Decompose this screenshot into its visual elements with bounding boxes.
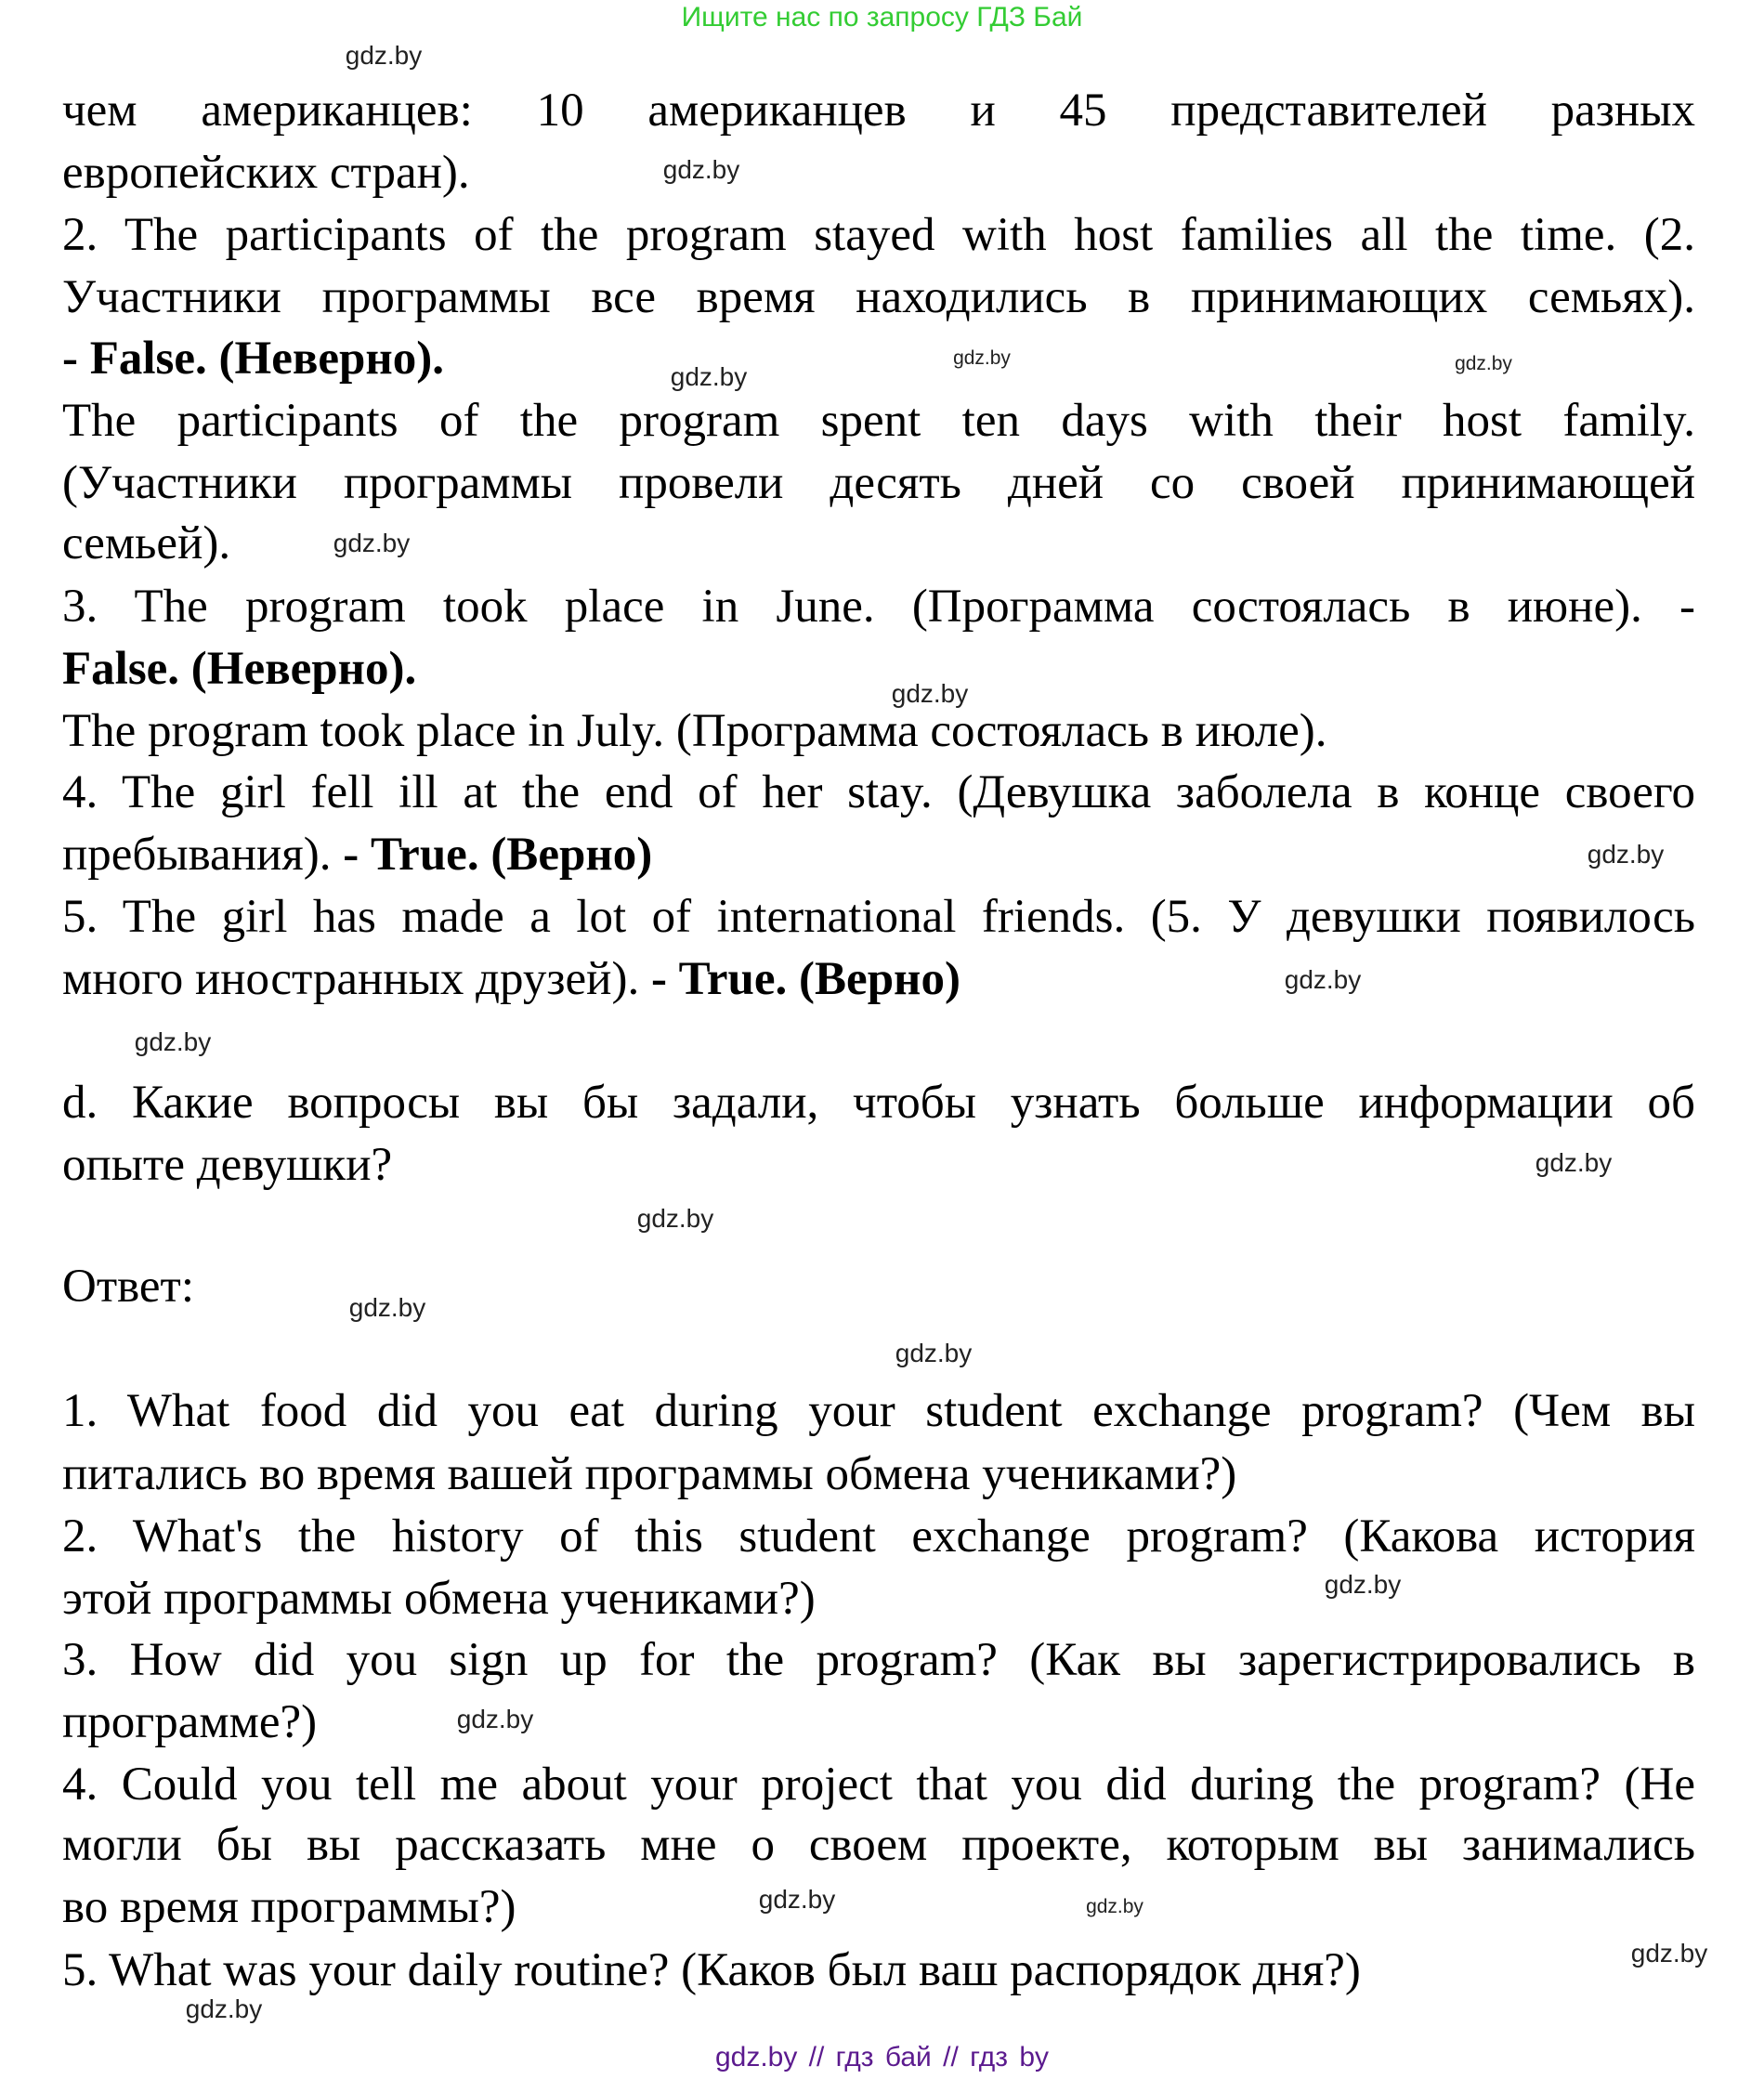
watermark: gdz.by: [1455, 353, 1512, 374]
text-line: [62, 1754, 1695, 1815]
text-line: [62, 700, 1695, 762]
text-line: [62, 1568, 1695, 1629]
text-line: [62, 824, 1695, 885]
text-line: [62, 1072, 1695, 1133]
watermark: gdz.by: [333, 529, 411, 557]
watermark: gdz.by: [348, 1293, 426, 1322]
text-line: [62, 452, 1695, 514]
text-segment: 4. Could you tell me about your project that you did during the program? (Не: [62, 1759, 1695, 1811]
watermark: gdz.by: [1324, 1570, 1402, 1599]
text-segment: 3. How did you sign up for the program? (Как вы зарегистрировались в: [62, 1634, 1695, 1686]
text-segment: 2. The participants of the program stayed with host families all the time. (2.: [62, 209, 1695, 261]
text-segment: The program took place in July. (Программа состоялась в июле).: [62, 705, 1327, 757]
watermark: gdz.by: [1587, 840, 1665, 869]
watermark: gdz.by: [1086, 1896, 1143, 1917]
text-segment: (Участники программы провели десять дней со своей принимающей: [62, 457, 1695, 509]
text-segment: программе?): [62, 1696, 318, 1748]
text-line: [62, 886, 1695, 948]
text-segment: европейских стран).: [62, 147, 470, 199]
watermark: gdz.by: [758, 1885, 836, 1914]
text-line: [62, 638, 1695, 700]
watermark: gdz.by: [895, 1339, 973, 1367]
text-line: [62, 328, 1695, 389]
answer-verdict: - False. (Неверно).: [62, 333, 444, 385]
text-segment: питались во время вашей программы обмена учениками?): [62, 1448, 1237, 1500]
text-line: [62, 390, 1695, 451]
text-segment: этой программы обмена учениками?): [62, 1573, 816, 1625]
watermark: gdz.by: [636, 1204, 714, 1233]
answer-verdict: - True. (Верно): [650, 953, 960, 1005]
text-line: [62, 762, 1695, 823]
text-line: [62, 1256, 1695, 1317]
watermark: gdz.by: [670, 362, 748, 391]
text-line: [62, 513, 1695, 574]
text-segment: много иностранных друзей).: [62, 953, 651, 1005]
answer-verdict: - True. (Верно): [343, 829, 653, 881]
text-segment: семьей).: [62, 517, 231, 569]
text-line: [62, 1814, 1695, 1876]
text-line: [62, 267, 1695, 328]
text-segment: d. Какие вопросы вы бы задали, чтобы узнать больше информации об: [62, 1077, 1695, 1129]
watermark: gdz.by: [456, 1705, 534, 1733]
watermark: gdz.by: [1284, 965, 1362, 994]
text-line: [62, 1380, 1695, 1442]
text-line: [62, 1444, 1695, 1505]
text-segment: 1. What food did you eat during your student exchange program? (Чем вы: [62, 1385, 1695, 1437]
watermark: gdz.by: [345, 41, 423, 70]
text-line: [62, 1134, 1695, 1196]
text-line: [62, 1506, 1695, 1567]
text-line: [62, 80, 1695, 141]
text-line: [62, 1692, 1695, 1753]
watermark: gdz.by: [1630, 1939, 1708, 1968]
watermark: gdz.by: [953, 347, 1011, 369]
text-segment: 5. The girl has made a lot of international friends. (5. У девушки появилось: [62, 891, 1695, 943]
text-segment: чем американцев: 10 американцев и 45 представителей разных: [62, 85, 1695, 137]
text-segment: могли бы вы рассказать мне о своем проекте, которым вы занимались: [62, 1819, 1695, 1871]
text-segment: 2. What's the history of this student exchange program? (Какова история: [62, 1510, 1695, 1562]
answer-verdict: False. (Неверно).: [62, 643, 417, 695]
text-segment: 4. The girl fell ill at the end of her stay. (Девушка заболела в конце своего: [62, 766, 1695, 818]
text-line: [62, 1940, 1695, 2001]
text-segment: The participants of the program spent ten days with their host family.: [62, 395, 1695, 447]
text-line: [62, 948, 1695, 1010]
text-line: [62, 1629, 1695, 1691]
text-segment: пребывания).: [62, 829, 344, 881]
text-segment: Участники программы все время находились в принимающих семьях).: [62, 271, 1695, 323]
text-line: [62, 576, 1695, 637]
watermark: gdz.by: [1535, 1148, 1613, 1177]
text-line: [62, 1876, 1695, 1938]
text-segment: во время программы?): [62, 1881, 516, 1933]
text-line: [62, 142, 1695, 203]
watermark: gdz.by: [134, 1027, 212, 1056]
site-banner: Ищите нас по запросу ГДЗ Бай: [681, 2, 1083, 33]
site-footer: gdz.by // гдз бай // гдз by: [714, 2042, 1050, 2072]
text-segment: Ответ:: [62, 1261, 194, 1313]
text-segment: 5. What was your daily routine? (Каков был ваш распорядок дня?): [62, 1944, 1361, 1996]
watermark: gdz.by: [662, 155, 740, 184]
watermark: gdz.by: [185, 1994, 263, 2023]
text-segment: опыте девушки?: [62, 1139, 393, 1191]
text-line: [62, 204, 1695, 266]
text-segment: 3. The program took place in June. (Программа состоялась в июне). -: [62, 581, 1695, 633]
watermark: gdz.by: [891, 679, 969, 708]
